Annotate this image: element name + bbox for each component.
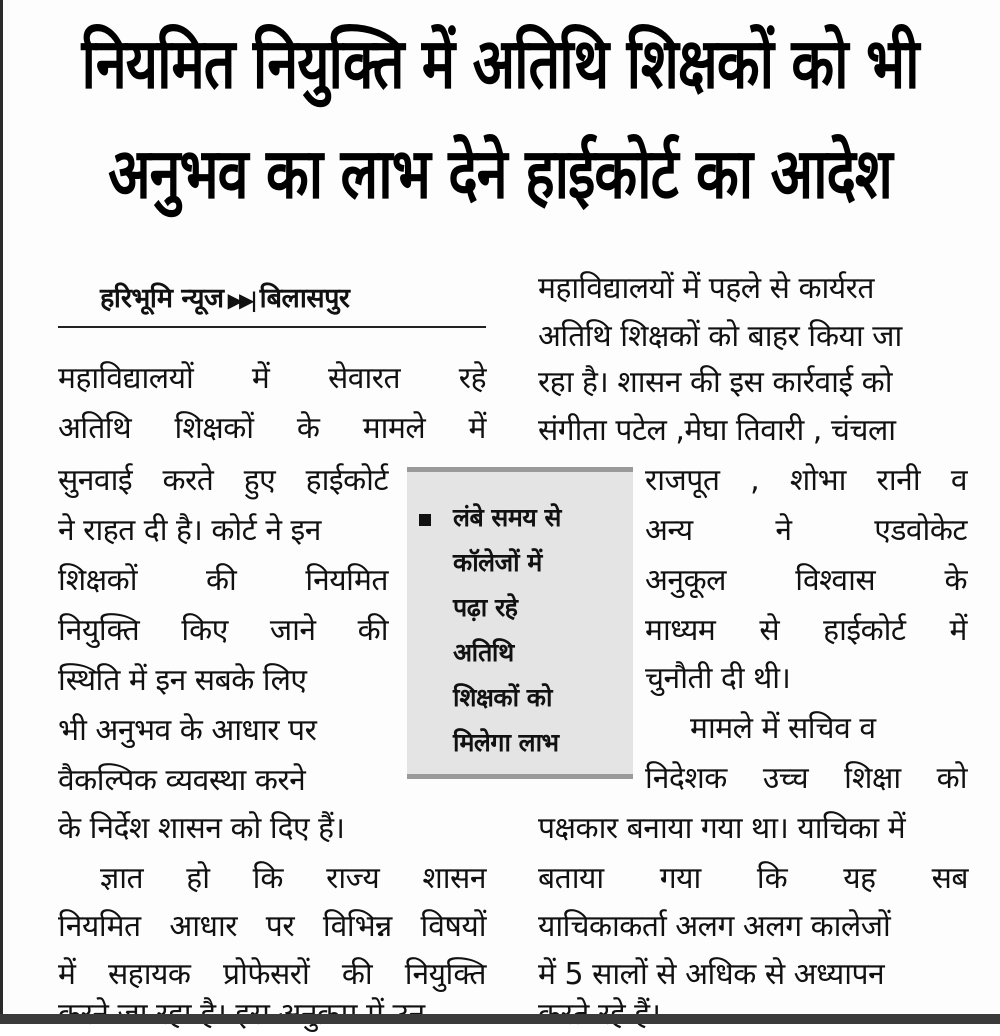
pull-quote-line: शिक्षकों को [453, 683, 552, 712]
pull-quote-box [407, 467, 633, 779]
byline-location: बिलासपुर [259, 283, 350, 314]
left-column-line: ज्ञात हो कि राज्य शासन [100, 861, 486, 896]
left-column-line: अतिथि शिक्षकों के मामले में [58, 411, 486, 446]
right-column-line: याचिकाकर्ता अलग अलग कालेजों [538, 909, 891, 944]
left-column-line: वैकल्पिक व्यवस्था करने [58, 763, 306, 798]
bullet-square-icon [419, 514, 431, 526]
right-column-line: चुनौती दी थी। [645, 661, 791, 696]
pull-quote-line: कॉलेजों में [453, 548, 542, 577]
right-column-line: पक्षकार बनाया गया था। याचिका में [538, 811, 906, 846]
left-column-line: नियमित आधार पर विभिन्न विषयों [58, 909, 486, 944]
right-column-line: निदेशक उच्च शिक्षा को [645, 761, 967, 796]
byline-separator-icon: ▶▶| [227, 288, 254, 312]
byline-divider [58, 326, 486, 328]
byline-source: हरिभूमि न्यूज [100, 283, 224, 314]
left-column-line: नियुक्ति किए जाने की [58, 613, 388, 648]
right-column-line: अनुकूल विश्वास के [645, 563, 967, 598]
right-column-line: में 5 सालों से अधिक से अध्यापन [538, 957, 885, 992]
pull-quote-line: मिलेगा लाभ [453, 728, 559, 757]
bottom-border [0, 1014, 1000, 1024]
left-column-line: शिक्षकों की नियमित [58, 563, 388, 598]
right-column-line: अन्य ने एडवोकेट [645, 513, 967, 548]
right-column-line: रहा है। शासन की इस कार्रवाई को [538, 365, 892, 400]
right-column-line: बताया गया कि यह सब [538, 861, 968, 896]
left-column-line: भी अनुभव के आधार पर [58, 713, 317, 748]
pull-quote-line: लंबे समय से [453, 503, 561, 532]
headline-line-2: अनुभव का लाभ देने हाईकोर्ट का आदेश [108, 133, 892, 215]
pull-quote-line: अतिथि [453, 638, 514, 667]
left-column-line: के निर्देश शासन को दिए हैं। [58, 811, 345, 846]
left-column-line: में सहायक प्रोफेसरों की नियुक्ति [58, 957, 486, 992]
pull-quote-line: पढ़ा रहे [453, 593, 518, 622]
left-column-line: ने राहत दी है। कोर्ट ने इन [58, 513, 321, 548]
right-column-line: अतिथि शिक्षकों को बाहर किया जा [538, 319, 902, 354]
right-column-line: मामले में सचिव व [690, 711, 876, 746]
byline [100, 278, 349, 315]
left-column-line: स्थिति में इन सबके लिए [58, 663, 307, 698]
right-column-line: राजपूत , शोभा रानी व [645, 463, 967, 498]
right-column-line: माध्यम से हाईकोर्ट में [645, 613, 967, 648]
left-column-line: महाविद्यालयों में सेवारत रहे [58, 361, 486, 396]
headline-line-1: नियमित नियुक्ति में अतिथि शिक्षकों को भी [81, 23, 919, 105]
right-column-line: महाविद्यालयों में पहले से कार्यरत [538, 271, 875, 306]
right-column-line: संगीता पटेल ,मेघा तिवारी , चंचला [538, 413, 896, 448]
left-column-line: सुनवाई करते हुए हाईकोर्ट [58, 463, 388, 498]
